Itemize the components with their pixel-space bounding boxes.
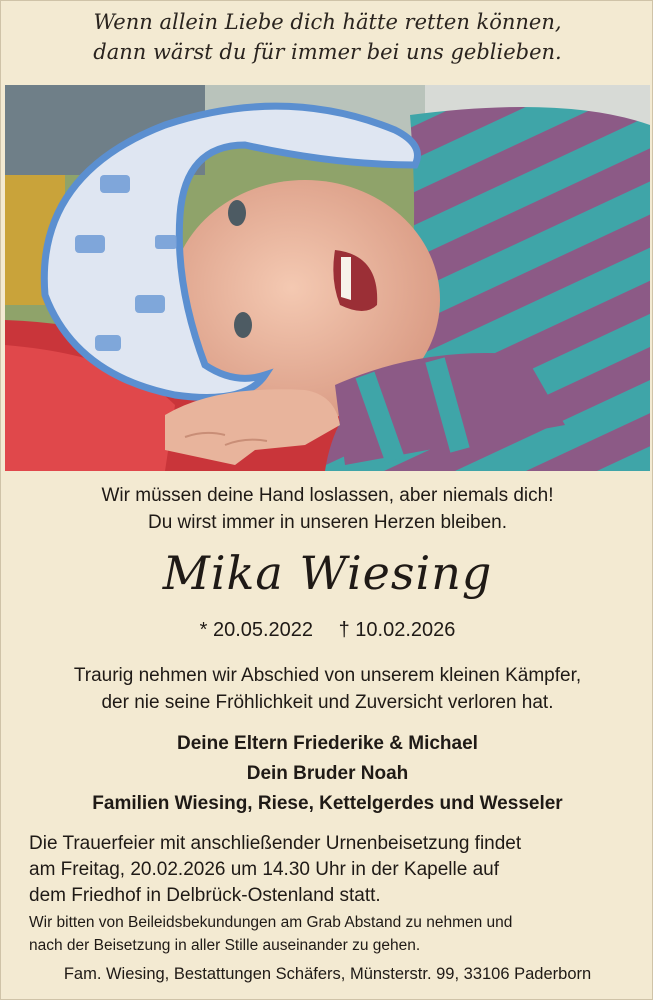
service-line-3: dem Friedhof in Delbrück-Ostenland statt.	[29, 885, 381, 906]
funeral-service-info	[29, 831, 633, 909]
motto-line-2: dann wärst du für immer bei uns geblieben.	[93, 40, 562, 64]
motto	[1, 7, 653, 67]
request-line-1: Wir bitten von Beileidsbekundungen am Grab Abstand zu nehmen und	[29, 914, 513, 931]
birth-date: * 20.05.2022	[199, 619, 314, 641]
condolence-request	[29, 911, 633, 957]
quote	[1, 482, 653, 536]
quote-line-2: Du wirst immer in unseren Herzen bleiben.	[147, 512, 508, 533]
request-line-2: nach der Beisetzung in aller Stille auseinander zu gehen.	[29, 937, 421, 954]
death-date: † 10.02.2026	[338, 619, 456, 641]
mourners	[1, 729, 653, 819]
motto-line-1: Wenn allein Liebe dich hätte retten können,	[93, 10, 562, 34]
service-line-1: Die Trauerfeier mit anschließender Urnenbeisetzung findet	[29, 833, 522, 854]
farewell-line-2: der nie seine Fröhlichkeit und Zuversicht verloren hat.	[101, 692, 554, 713]
deceased-name: Mika Wiesing	[162, 546, 493, 600]
portrait-photo	[5, 85, 650, 471]
farewell-line-1: Traurig nehmen wir Abschied von unserem kleinen Kämpfer,	[73, 665, 582, 686]
child-portrait-illustration	[5, 85, 650, 471]
contact-address: Fam. Wiesing, Bestattungen Schäfers, Münsterstr. 99, 33106 Paderborn	[63, 965, 592, 983]
mourners-brother: Dein Bruder Noah	[246, 763, 409, 784]
life-dates	[1, 616, 653, 644]
quote-line-1: Wir müssen deine Hand loslassen, aber niemals dich!	[101, 485, 554, 506]
mourners-families: Familien Wiesing, Riese, Kettelgerdes und Wesseler	[92, 793, 563, 814]
farewell-text	[1, 662, 653, 716]
service-line-2: am Freitag, 20.02.2026 um 14.30 Uhr in der Kapelle auf	[29, 859, 500, 880]
mourners-parents: Deine Eltern Friederike & Michael	[177, 733, 478, 754]
